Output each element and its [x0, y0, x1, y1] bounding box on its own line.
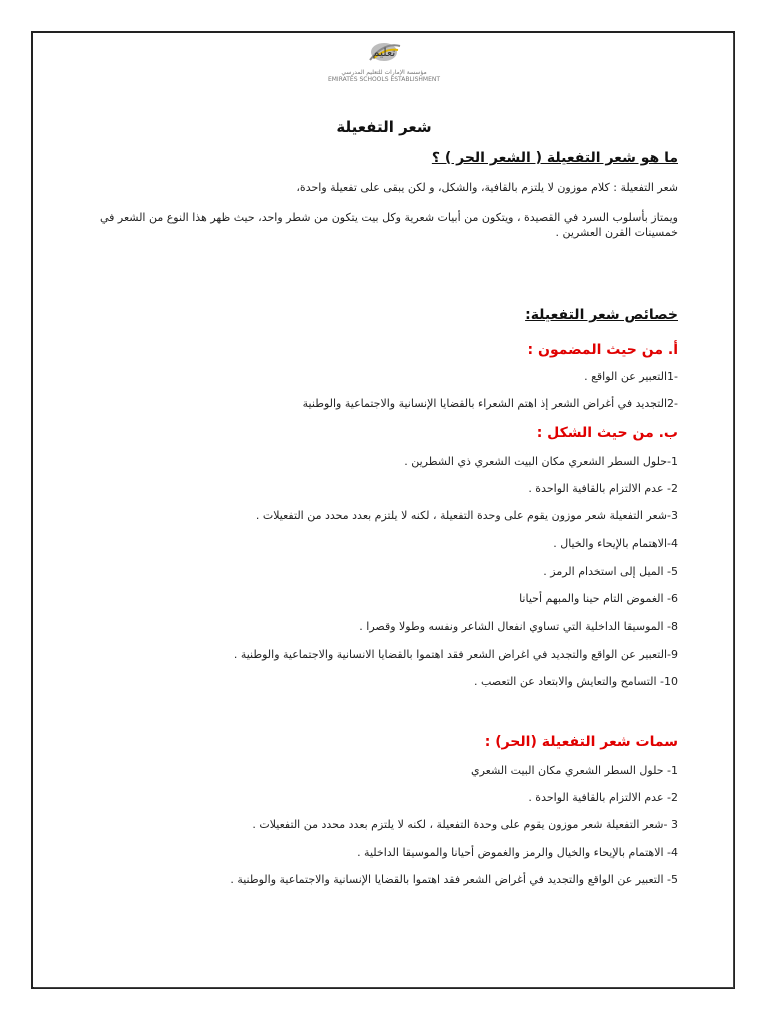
list-item: -2التجديد في أغراض الشعر إذ اهتم الشعراء بالقضايا الإنسانية والاجتماعية والوطنية: [302, 397, 678, 410]
list-item: 10- التسامح والتعايش والابتعاد عن التعصب .: [473, 675, 678, 688]
form-heading: ب. من حيث الشكل :: [536, 425, 678, 441]
logo-english-org: EMIRATES SCHOOLS ESTABLISHMENT: [327, 76, 441, 83]
list-item: 5- التعبير عن الواقع والتجديد في أغراض الشعر فقد اهتموا بالقضايا الإنسانية والاجتماعية والوطنية .: [230, 873, 678, 886]
list-item: 5- الميل إلى استخدام الرمز .: [543, 565, 678, 578]
list-item: 3 -شعر التفعيلة شعر موزون يقوم على وحدة التفعيلة ، لكنه لا يلتزم بعدد محدد من التفعيلات .: [252, 818, 678, 831]
question-heading: ما هو شعر التفعيلة ( الشعر الحر ) ؟: [431, 150, 678, 166]
list-item: 4- الاهتمام بالإيحاء والخيال والرمز والغموض أحيانا والموسيقا الداخلية .: [357, 846, 678, 859]
list-item: 4-الاهتمام بالإيحاء والخيال .: [553, 537, 678, 550]
traits-heading: سمات شعر التفعيلة (الحر) :: [484, 734, 678, 750]
list-item: 2- عدم الالتزام بالقافية الواحدة .: [528, 791, 678, 804]
list-item: 9-التعبير عن الواقع والتجديد في اغراض الشعر فقد اهتموا بالقضايا الانسانية والاجتماعية والوطنية .: [233, 648, 678, 661]
list-item: -1التعبير عن الواقع .: [584, 370, 678, 383]
features-heading: خصائص شعر التفعيلة:: [525, 307, 678, 323]
list-item: 3-شعر التفعيلة شعر موزون يقوم على وحدة التفعيلة ، لكنه لا يلتزم بعدد محدد من التفعيلات .: [255, 509, 678, 522]
emirates-schools-logo: [314, 38, 454, 88]
logo-arabic-word: تعليم: [372, 46, 396, 59]
list-item: 8- الموسيقا الداخلية التي تساوي انفعال الشاعر ونفسه وطولا وقصرا .: [359, 620, 678, 633]
list-item: 2- عدم الالتزام بالقافية الواحدة .: [528, 482, 678, 495]
list-item: 1- حلول السطر الشعري مكان البيت الشعري: [470, 764, 678, 777]
list-item: 6- الغموض التام حينا والمبهم أحيانا: [519, 592, 678, 605]
logo-arabic-org: مؤسسة الإمارات للتعليم المدرسي: [341, 69, 427, 76]
logo-emblem-icon: [314, 38, 454, 70]
definition-text: شعر التفعيلة : كلام موزون لا يلتزم بالقافية، والشكل، و لكن يبقى على تفعيلة واحدة،: [296, 181, 678, 194]
description-text: ويمتاز بأسلوب السرد في القصيدة ، ويتكون من أبيات شعرية وكل بيت يتكون من شطر واحد، حيث ظهر هذا النوع من الشعر في خمسينات القرن العشرين .: [99, 211, 678, 239]
page-title: شعر التفعيلة: [336, 118, 432, 136]
content-heading: أ. من حيث المضمون :: [527, 342, 678, 358]
list-item: 1-حلول السطر الشعري مكان البيت الشعري ذي الشطرين .: [404, 455, 678, 468]
